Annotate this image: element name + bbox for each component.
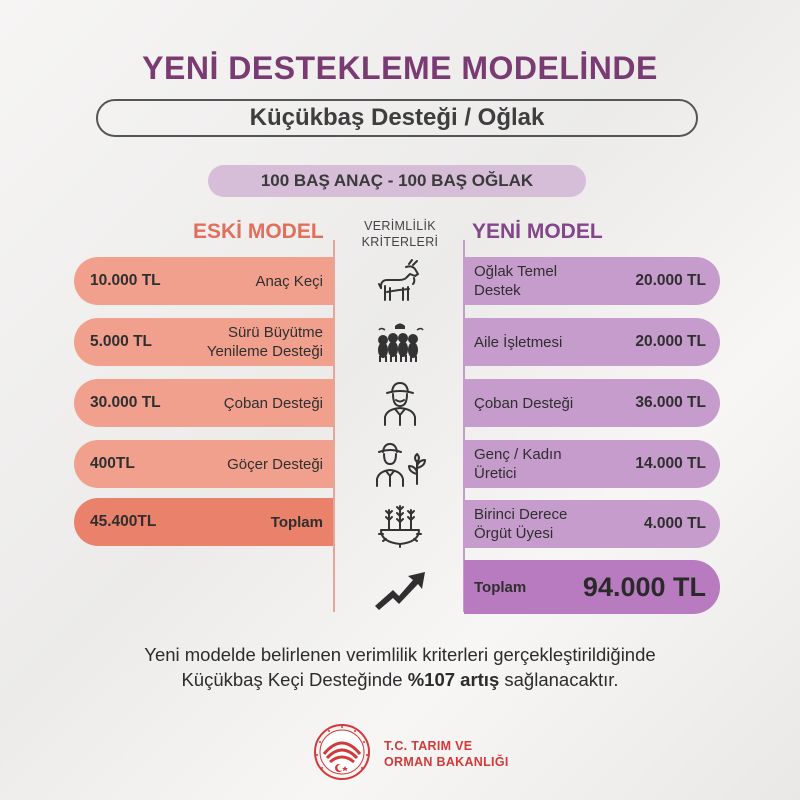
old-model-row xyxy=(74,257,333,305)
new-label-line1: Toplam xyxy=(474,578,527,596)
increase-highlight: %107 artış xyxy=(407,669,500,690)
old-amount: 30.000 TL xyxy=(90,394,161,411)
herd-size-badge xyxy=(208,165,586,197)
new-model-row xyxy=(464,440,720,488)
new-amount: 20.000 TL xyxy=(635,272,706,289)
old-model-total-row xyxy=(74,498,333,546)
old-total-amount: 45.400TL xyxy=(90,513,157,530)
footer-note xyxy=(0,642,800,692)
old-label-line1: Göçer Desteği xyxy=(227,455,323,473)
old-model-row xyxy=(74,379,333,427)
goat-icon xyxy=(373,258,427,306)
old-label-line1: Toplam xyxy=(270,513,323,531)
old-label-line1: Çoban Desteği xyxy=(223,394,323,412)
new-amount: 36.000 TL xyxy=(635,394,706,411)
new-label-line2: Üretici xyxy=(474,465,517,482)
footer-line2-pre: Küçükbaş Keçi Desteğinde xyxy=(181,669,408,690)
old-amount: 10.000 TL xyxy=(90,272,161,289)
old-model-row xyxy=(74,440,333,488)
new-model-row xyxy=(464,257,720,305)
new-amount: 14.000 TL xyxy=(635,455,706,472)
new-amount: 20.000 TL xyxy=(635,333,706,350)
criteria-heading xyxy=(350,218,450,250)
badge-text: 100 BAŞ ANAÇ - 100 BAŞ OĞLAK xyxy=(260,171,534,190)
subtitle xyxy=(96,99,698,137)
new-total-amount: 94.000 TL xyxy=(582,571,706,602)
old-label-line1: Anaç Keçi xyxy=(255,272,323,290)
new-label xyxy=(474,445,562,483)
new-label-line2: Örgüt Üyesi xyxy=(474,525,554,542)
footer-line2-post: sağlanacaktır. xyxy=(499,669,619,690)
old-label xyxy=(207,323,323,361)
old-label xyxy=(255,272,323,291)
page-title: YENİ DESTEKLEME MODELİNDE xyxy=(142,50,658,86)
wheat-gear-icon xyxy=(373,500,427,548)
old-total-label xyxy=(271,513,323,532)
old-amount: 400TL xyxy=(90,455,135,472)
ministry-name xyxy=(384,738,509,770)
new-label xyxy=(474,505,567,543)
new-model-heading: YENİ MODEL xyxy=(472,220,603,243)
new-label-line1: Aile İşletmesi xyxy=(474,333,563,351)
herd-icon xyxy=(373,318,427,366)
criteria-heading-line2: KRİTERLERİ xyxy=(361,235,439,249)
shepherd-icon xyxy=(373,379,427,427)
old-label xyxy=(227,455,323,474)
new-model-row xyxy=(464,500,720,548)
old-column-divider xyxy=(333,240,335,612)
footer-line1: Yeni modelde belirlenen verimlilik kriterleri gerçekleştirildiğinde xyxy=(144,644,656,665)
new-label-line1: Çoban Desteği xyxy=(474,394,574,412)
ministry-name-line2: ORMAN BAKANLIĞI xyxy=(384,755,509,769)
trend-up-arrow-icon xyxy=(373,566,427,614)
new-model-row xyxy=(464,318,720,366)
footer-line2 xyxy=(0,667,800,692)
new-amount: 4.000 TL xyxy=(643,515,706,532)
old-label xyxy=(224,394,323,413)
new-label-line2: Destek xyxy=(474,282,521,299)
new-total-label xyxy=(474,578,526,597)
new-label-line1: Oğlak Temel xyxy=(474,263,558,280)
new-label xyxy=(474,333,562,352)
old-model-row xyxy=(74,318,333,366)
old-label-line2: Yenileme Desteği xyxy=(206,343,323,360)
ministry-name-line1: T.C. TARIM VE xyxy=(384,739,473,753)
new-model-total-row xyxy=(464,560,720,614)
old-label-line1: Sürü Büyütme xyxy=(227,324,323,341)
new-label-line1: Birinci Derece xyxy=(474,506,568,523)
ministry-logo-icon xyxy=(312,722,372,782)
new-label-line1: Genç / Kadın xyxy=(474,446,562,463)
new-label xyxy=(474,394,573,413)
new-label xyxy=(474,262,557,300)
criteria-heading-line1: VERİMLİLİK xyxy=(364,219,436,233)
old-amount: 5.000 TL xyxy=(90,333,153,350)
farmer-plant-icon xyxy=(373,440,427,488)
new-model-row xyxy=(464,379,720,427)
subtitle-text: Küçükbaş Desteği / Oğlak xyxy=(249,104,545,131)
old-model-heading: ESKİ MODEL xyxy=(193,220,324,243)
